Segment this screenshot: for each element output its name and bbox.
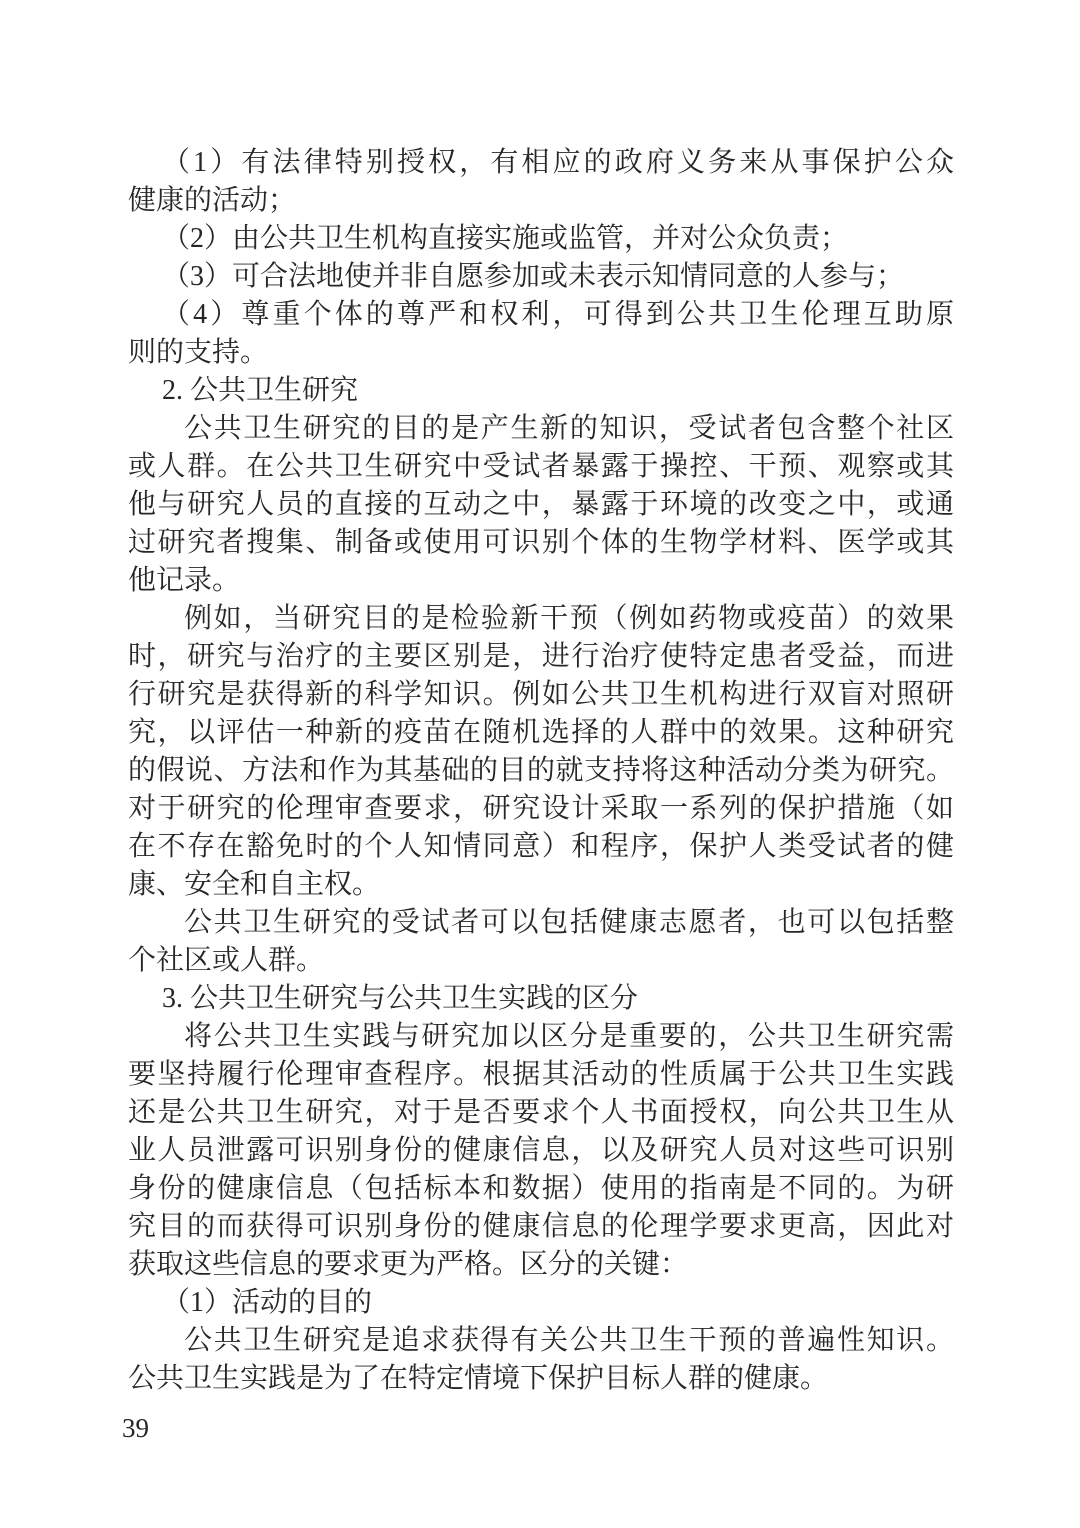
text-line: 业人员泄露可识别身份的健康信息，以及研究人员对这些可识别 (128, 1135, 954, 1166)
text-line: 3. 公共卫生研究与公共卫生实践的区分 (162, 983, 639, 1014)
text-line: 则的支持。 (128, 337, 269, 368)
text-line: （4）尊重个体的尊严和权利，可得到公共卫生伦理互助原 (162, 299, 954, 330)
text-line: 的假说、方法和作为其基础的目的就支持将这种活动分类为研究。 (128, 755, 954, 786)
text-line: 过研究者搜集、制备或使用可识别个体的生物学材料、医学或其 (128, 527, 954, 558)
text-block (128, 144, 954, 1398)
text-line: （1）有法律特别授权，有相应的政府义务来从事保护公众 (162, 147, 954, 178)
text-line: 在不存在豁免时的个人知情同意）和程序，保护人类受试者的健 (128, 831, 954, 862)
text-line: 公共卫生研究的目的是产生新的知识，受试者包含整个社区 (184, 413, 954, 444)
text-line: 公共卫生实践是为了在特定情境下保护目标人群的健康。 (128, 1363, 829, 1394)
text-line: 获取这些信息的要求更为严格。区分的关键： (128, 1249, 689, 1280)
text-line: 或人群。在公共卫生研究中受试者暴露于操控、干预、观察或其 (128, 451, 954, 482)
text-line: 要坚持履行伦理审查程序。根据其活动的性质属于公共卫生实践 (128, 1059, 954, 1090)
text-line: （1）活动的目的 (162, 1287, 373, 1318)
text-line: （2）由公共卫生机构直接实施或监管，并对公众负责； (162, 223, 849, 254)
text-line: 公共卫生研究是追求获得有关公共卫生干预的普遍性知识。 (184, 1325, 954, 1356)
text-line: 将公共卫生实践与研究加以区分是重要的，公共卫生研究需 (184, 1021, 954, 1052)
text-line: 公共卫生研究的受试者可以包括健康志愿者，也可以包括整 (184, 907, 954, 938)
text-line: 身份的健康信息（包括标本和数据）使用的指南是不同的。为研 (128, 1173, 954, 1204)
text-line: 行研究是获得新的科学知识。例如公共卫生机构进行双盲对照研 (128, 679, 954, 710)
text-line: 例如，当研究目的是检验新干预（例如药物或疫苗）的效果 (184, 603, 954, 634)
text-line: 他与研究人员的直接的互动之中，暴露于环境的改变之中，或通 (128, 489, 954, 520)
page-number: 39 (122, 1413, 149, 1443)
text-line: 究，以评估一种新的疫苗在随机选择的人群中的效果。这种研究 (128, 717, 954, 748)
text-line: 究目的而获得可识别身份的健康信息的伦理学要求更高，因此对 (128, 1211, 954, 1242)
text-line: 对于研究的伦理审查要求，研究设计采取一系列的保护措施（如 (128, 793, 954, 824)
text-line: 健康的活动； (128, 185, 297, 216)
text-line: 他记录。 (128, 565, 241, 596)
text-line: 时，研究与治疗的主要区别是，进行治疗使特定患者受益，而进 (128, 641, 954, 672)
text-line: 康、安全和自主权。 (128, 869, 381, 900)
text-line: 个社区或人群。 (128, 945, 325, 976)
text-line: （3）可合法地使并非自愿参加或未表示知情同意的人参与； (162, 261, 905, 292)
text-line: 还是公共卫生研究，对于是否要求个人书面授权，向公共卫生从 (128, 1097, 954, 1128)
text-line: 2. 公共卫生研究 (162, 375, 359, 406)
